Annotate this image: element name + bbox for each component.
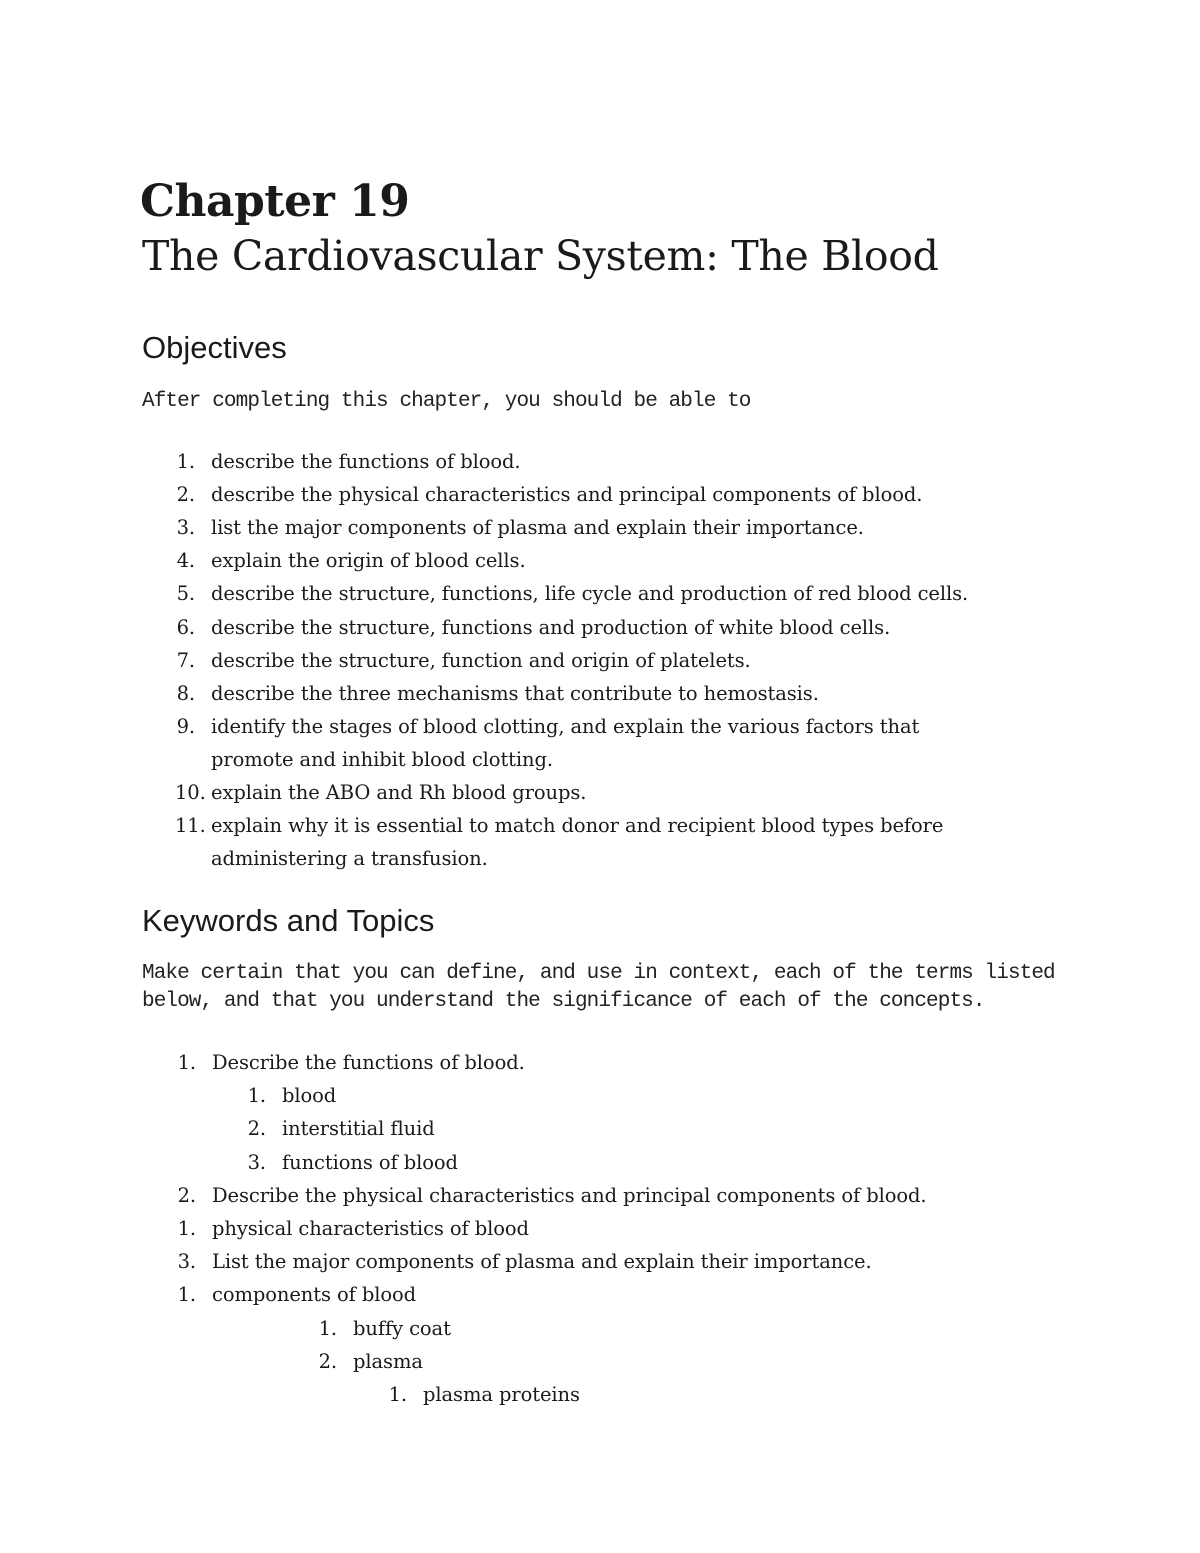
objectives-heading: Objectives [142,330,287,365]
objective-text: identify the stages of blood clotting, and explain the various factors that [211,714,920,738]
keyword-number: 1. [177,1051,196,1074]
objective-text: explain the origin of blood cells. [211,549,526,573]
objective-text: describe the structure, function and origin of platelets. [211,648,751,672]
keyword-text: blood [282,1084,337,1108]
objective-number: 3. [176,516,195,540]
keyword-number: 2. [318,1349,337,1373]
keywords-heading: Keywords and Topics [142,903,435,938]
keyword-number: 1. [388,1383,407,1406]
keyword-text: Describe the functions of blood. [212,1051,525,1074]
keyword-number: 1. [247,1084,266,1108]
keyword-text: functions of blood [282,1150,458,1174]
objective-number: 9. [176,714,195,738]
objective-number: 4. [176,549,195,573]
objective-number: 10. [175,781,206,804]
keyword-text: buffy coat [353,1316,451,1340]
objectives-intro: After completing this chapter, you should be able to [142,390,751,413]
keyword-text: components of blood [212,1283,417,1307]
objective-text: explain why it is essential to match donor and recipient blood types before [211,814,944,838]
keyword-text: List the major components of plasma and explain their importance. [212,1250,872,1274]
objective-text: list the major components of plasma and explain their importance. [211,516,864,540]
chapter-subtitle: The Cardiovascular System: The Blood [142,232,939,280]
objective-text: explain the ABO and Rh blood groups. [211,781,587,804]
objective-text: describe the structure, functions and production of white blood cells. [211,615,891,639]
objective-text: promote and inhibit blood clotting. [211,747,553,771]
objective-text: describe the physical characteristics and principal components of blood. [211,483,923,507]
chapter-title: Chapter 19 [140,176,410,227]
objective-text: describe the structure, functions, life cycle and production of red blood cells. [211,582,969,606]
keyword-number: 1. [177,1283,196,1307]
keyword-number: 3. [247,1150,266,1174]
keyword-number: 2. [247,1117,266,1141]
keyword-number: 1. [318,1316,337,1340]
keywords-intro-line-2: below, and that you understand the significance of each of the concepts. [142,990,985,1013]
keyword-text: Describe the physical characteristics and principal components of blood. [212,1183,927,1207]
keyword-text: plasma proteins [423,1383,580,1406]
objective-text: describe the functions of blood. [211,450,521,473]
keyword-text: physical characteristics of blood [212,1217,529,1240]
keyword-number: 1. [177,1217,196,1240]
keywords-intro-line-1: Make certain that you can define, and use in context, each of the terms listed [142,962,1055,985]
objective-number: 6. [176,615,195,639]
keyword-text: plasma [353,1349,423,1373]
objective-text: describe the three mechanisms that contribute to hemostasis. [211,681,819,705]
objective-number: 8. [176,681,195,705]
keyword-text: interstitial fluid [282,1117,435,1141]
objective-number: 5. [176,582,195,606]
objective-number: 11. [175,814,206,838]
objective-number: 2. [176,483,195,507]
objective-number: 1. [176,450,195,473]
objective-text: administering a transfusion. [211,847,488,871]
keyword-number: 2. [177,1183,196,1207]
objective-number: 7. [176,648,195,672]
keyword-number: 3. [177,1250,196,1274]
